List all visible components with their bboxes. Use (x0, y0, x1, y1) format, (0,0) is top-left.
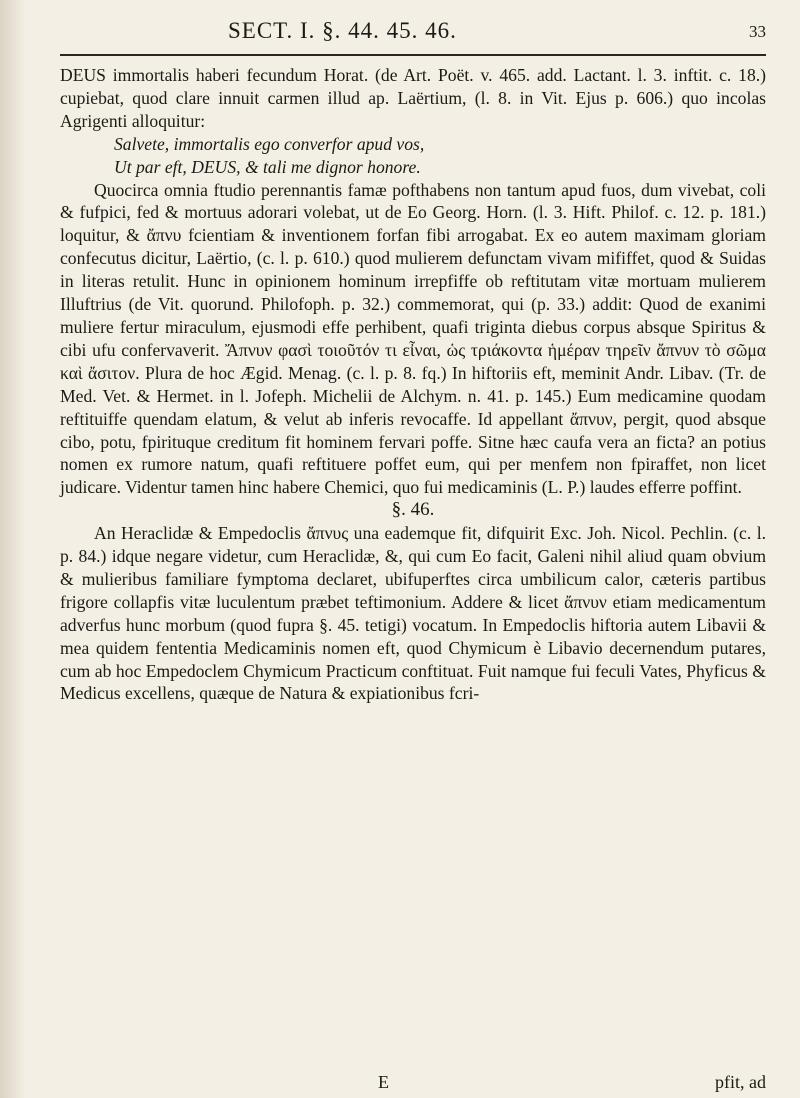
section-heading: SECT. I. §. 44. 45. 46. (228, 18, 457, 43)
verse-line-1: Salvete, immortalis ego converfor apud vos, (114, 133, 425, 154)
page-footer (60, 1072, 766, 1094)
paragraph-quocirca: Quocirca omnia ftudio perennantis famæ pofthabens non tantum apud fuos, dum vivebat, coli & fufpici, fed & mortuus adorari volebat, ut de Eo Georg. Horn. (l. 3. Hift. Philof. c. 12. p. 181.) loquitur, & ἄπνυ fcientiam & inventionem forfan fibi arrogabat. Ex eo autem maximam gloriam confecutus dicitur, Laërtio, (c. l. p. 610.) quod mulierem defunctam vivam mififfet, quod & Suidas in literas retulit. Hunc in opinionem hominum irrepfiffe ob reftitutam vitæ mortuam mulierem Illuftrius (de Vit. quorund. Philofoph. p. 32.) commemorat, qui (p. 33.) addit: Quod de exanimi muliere fertur miraculum, ejusmodi effe perhibent, quafi triginta diebus corpus absque Spiritus & cibi ufu confervaverit. Ἄπνυν φασὶ τοιοῦτόν τι εἶναι, ὡς τριάκοντα ἡμέραν τηρεῖν ἄπνυν τὸ σῶμα καὶ ἄσιτον. Plura de hoc Ægid. Menag. (c. l. p. 8. fq.) In hiftoriis eft, meminit Andr. Libav. (Tr. de Med. Vet. & Hermet. in l. Jofeph. Michelii de Alchym. n. 41. p. 145.) Eum medicamine quodam reftituiffe quendam elatum, & velut ab inferis revocaffe. Id appellant ἄπνυν, pergit, quod absque cibo, potu, fpirituque creditum fit hominem fervari poffe. Sitne hæc caufa vera an ficta? an potius nomen ex rumore natum, quafi reftituere poffet eum, qui per menfem non fpiraffet, non licet judicare. Videntur tamen hinc habere Chemici, quo fui medicaminis (L. P.) laudes efferre poffint. (60, 179, 766, 498)
paragraph-deus-immortalis: DEUS immortalis haberi fecundum Horat. (de Art. Poët. v. 465. add. Lactant. l. 3. inftit. c. 18.) cupiebat, quod clare innuit carmen illud ap. Laërtium, (l. 8. in Vit. Ejus p. 606.) quo incolas Agrigenti alloquitur: (60, 65, 766, 131)
paragraph-heraclidae: An Heraclidæ & Empedoclis ἄπνυς una eademque fit, difquirit Exc. Joh. Nicol. Pechlin. (c. l. p. 84.) idque negare videtur, cum Heraclidæ, &, qui cum Eo facit, Galeni nihil aliud quam obvium & mulieribus familiare fymptoma declaret, ubifuperftes circa umbilicum calor, cæteris partibus frigore collapfis vitæ luculentum præbet teftimonium. Addere & licet ἄπνυν etiam medicamentum adverfus hunc morbum (quod fupra §. 45. tetigi) vocatum. In Empedoclis hiftoria autem Libavii & mea quidem fententia Medicaminis nomen eft, quod Chymicum è Libavio decernendum putares, cum ab hoc Empedoclem Chymicum Practicum conftituat. Fuit namque fui feculi Vates, Phyficus & Medicus excellens, quæque de Natura & expiationibus fcri- (60, 523, 766, 704)
verse-line-2: Ut par eft, DEUS, & tali me dignor honore. (114, 156, 421, 177)
main-text (60, 64, 766, 705)
running-header (60, 18, 766, 48)
page-number: 33 (749, 22, 766, 41)
page-gutter-shadow (0, 0, 26, 1098)
signature-mark: E (378, 1072, 389, 1092)
header-rule (60, 54, 766, 56)
catchword: pfit, ad (715, 1072, 766, 1092)
section-number-46: §. 46. (391, 499, 435, 521)
